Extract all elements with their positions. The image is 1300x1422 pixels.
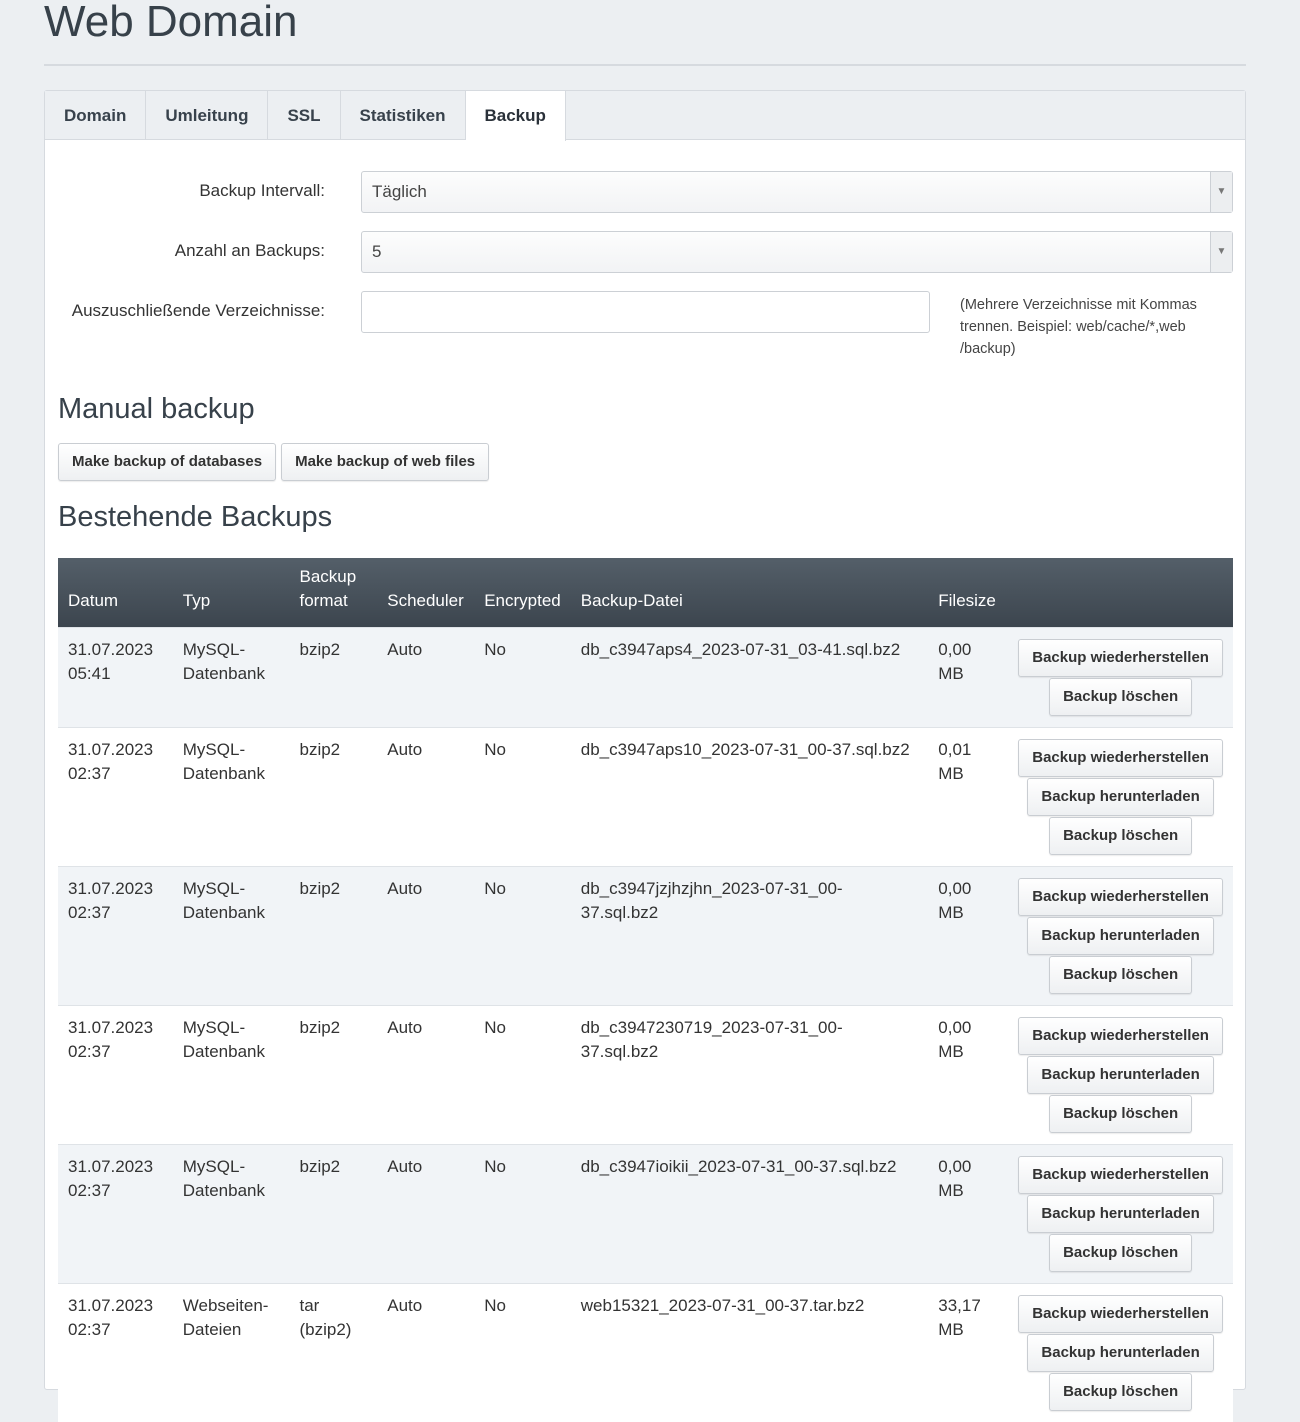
type-cell: Webseiten-Dateien [173,1283,290,1422]
format-cell: bzip2 [290,627,378,727]
restore-backup-button[interactable]: Backup wiederherstellen [1018,1017,1223,1055]
encrypted-cell: No [474,1283,571,1422]
manual-backup-buttons [58,443,489,481]
table-body [58,627,1233,1422]
restore-backup-button[interactable]: Backup wiederherstellen [1018,878,1223,916]
actions-cell [1008,627,1233,727]
restore-backup-button[interactable]: Backup wiederherstellen [1018,1295,1223,1333]
format-cell: bzip2 [290,727,378,866]
page-title: Web Domain [44,0,298,46]
chevron-down-icon: ▼ [1210,172,1232,212]
exclude-dirs-label: Auszuschließende Verzeichnisse: [71,301,325,320]
exclude-dirs-input[interactable] [361,291,930,333]
table-header [58,558,1233,627]
web-domain-panel [44,90,1246,1400]
backup-count-value: 5 [372,242,382,261]
delete-backup-button[interactable]: Backup löschen [1049,956,1192,994]
file-cell: web15321_2023-07-31_00-37.tar.bz2 [571,1283,929,1422]
restore-backup-button[interactable]: Backup wiederherstellen [1018,1156,1223,1194]
size-cell: 0,00 MB [928,627,1008,727]
encrypted-cell: No [474,866,571,1005]
date-cell: 31.07.2023 02:37 [58,727,173,866]
table-row [58,1005,1233,1144]
download-backup-button[interactable]: Backup herunterladen [1027,1056,1213,1094]
backup-count-select[interactable] [361,231,1233,273]
scheduler-cell: Auto [377,866,474,1005]
tab-bar [45,91,1245,140]
tab-statistiken[interactable]: Statistiken [341,91,466,140]
size-cell: 0,00 MB [928,1005,1008,1144]
type-cell: MySQL-Datenbank [173,627,290,727]
file-cell: db_c3947aps4_2023-07-31_03-41.sql.bz2 [571,627,929,727]
table-row [58,727,1233,866]
table-row [58,627,1233,727]
table-row [58,866,1233,1005]
existing-backups-title: Bestehende Backups [58,501,333,533]
header-format: Backup format [290,558,378,627]
header-scheduler: Scheduler [377,558,474,627]
header-type: Typ [173,558,290,627]
actions-cell [1008,1144,1233,1283]
file-cell: db_c3947aps10_2023-07-31_00-37.sql.bz2 [571,727,929,866]
header-actions [1008,558,1233,627]
date-cell: 31.07.2023 02:37 [58,1283,173,1422]
date-cell: 31.07.2023 02:37 [58,1005,173,1144]
restore-backup-button[interactable]: Backup wiederherstellen [1018,639,1223,677]
backup-interval-value: Täglich [372,182,427,201]
header-size: Filesize [928,558,1008,627]
scheduler-cell: Auto [377,1144,474,1283]
header-date: Datum [58,558,173,627]
format-cell: bzip2 [290,1144,378,1283]
format-cell: bzip2 [290,1005,378,1144]
type-cell: MySQL-Datenbank [173,727,290,866]
actions-cell [1008,1005,1233,1144]
encrypted-cell: No [474,727,571,866]
date-cell: 31.07.2023 02:37 [58,866,173,1005]
download-backup-button[interactable]: Backup herunterladen [1027,778,1213,816]
encrypted-cell: No [474,627,571,727]
size-cell: 0,00 MB [928,1144,1008,1283]
title-divider [44,64,1246,66]
size-cell: 33,17 MB [928,1283,1008,1422]
download-backup-button[interactable]: Backup herunterladen [1027,1334,1213,1372]
date-cell: 31.07.2023 05:41 [58,627,173,727]
backup-web-files-button[interactable]: Make backup of web files [281,443,489,481]
file-cell: db_c3947ioikii_2023-07-31_00-37.sql.bz2 [571,1144,929,1283]
download-backup-button[interactable]: Backup herunterladen [1027,1195,1213,1233]
backups-table [58,558,1233,1422]
actions-cell [1008,727,1233,866]
restore-backup-button[interactable]: Backup wiederherstellen [1018,739,1223,777]
tab-backup[interactable]: Backup [466,91,566,141]
tab-ssl[interactable]: SSL [268,91,340,140]
encrypted-cell: No [474,1144,571,1283]
exclude-dirs-help: (Mehrere Verzeichnisse mit Kommas trennen. Beispiel: web/cache/*,web /backup) [960,297,1197,357]
tab-domain[interactable]: Domain [45,91,146,140]
manual-backup-title: Manual backup [58,393,255,425]
delete-backup-button[interactable]: Backup löschen [1049,817,1192,855]
scheduler-cell: Auto [377,727,474,866]
file-cell: db_c3947jzjhzjhn_2023-07-31_00-37.sql.bz2 [571,866,929,1005]
backup-interval-label: Backup Intervall: [199,181,325,200]
size-cell: 0,01 MB [928,727,1008,866]
tab-umleitung[interactable]: Umleitung [146,91,268,140]
header-file: Backup-Datei [571,558,929,627]
actions-cell [1008,1283,1233,1422]
table-row [58,1144,1233,1283]
backup-databases-button[interactable]: Make backup of databases [58,443,276,481]
backup-count-label: Anzahl an Backups: [174,241,325,260]
backups-table-wrapper [58,558,1233,1422]
encrypted-cell: No [474,1005,571,1144]
actions-cell [1008,866,1233,1005]
format-cell: tar (bzip2) [290,1283,378,1422]
file-cell: db_c3947230719_2023-07-31_00-37.sql.bz2 [571,1005,929,1144]
scheduler-cell: Auto [377,1005,474,1144]
download-backup-button[interactable]: Backup herunterladen [1027,917,1213,955]
type-cell: MySQL-Datenbank [173,1005,290,1144]
backup-interval-select[interactable] [361,171,1233,213]
date-cell: 31.07.2023 02:37 [58,1144,173,1283]
type-cell: MySQL-Datenbank [173,866,290,1005]
delete-backup-button[interactable]: Backup löschen [1049,678,1192,716]
format-cell: bzip2 [290,866,378,1005]
chevron-down-icon: ▼ [1210,232,1232,272]
scheduler-cell: Auto [377,627,474,727]
delete-backup-button[interactable]: Backup löschen [1049,1095,1192,1133]
header-encrypted: Encrypted [474,558,571,627]
table-row [58,1283,1233,1422]
scheduler-cell: Auto [377,1283,474,1422]
delete-backup-button[interactable]: Backup löschen [1049,1373,1192,1411]
type-cell: MySQL-Datenbank [173,1144,290,1283]
delete-backup-button[interactable]: Backup löschen [1049,1234,1192,1272]
size-cell: 0,00 MB [928,866,1008,1005]
